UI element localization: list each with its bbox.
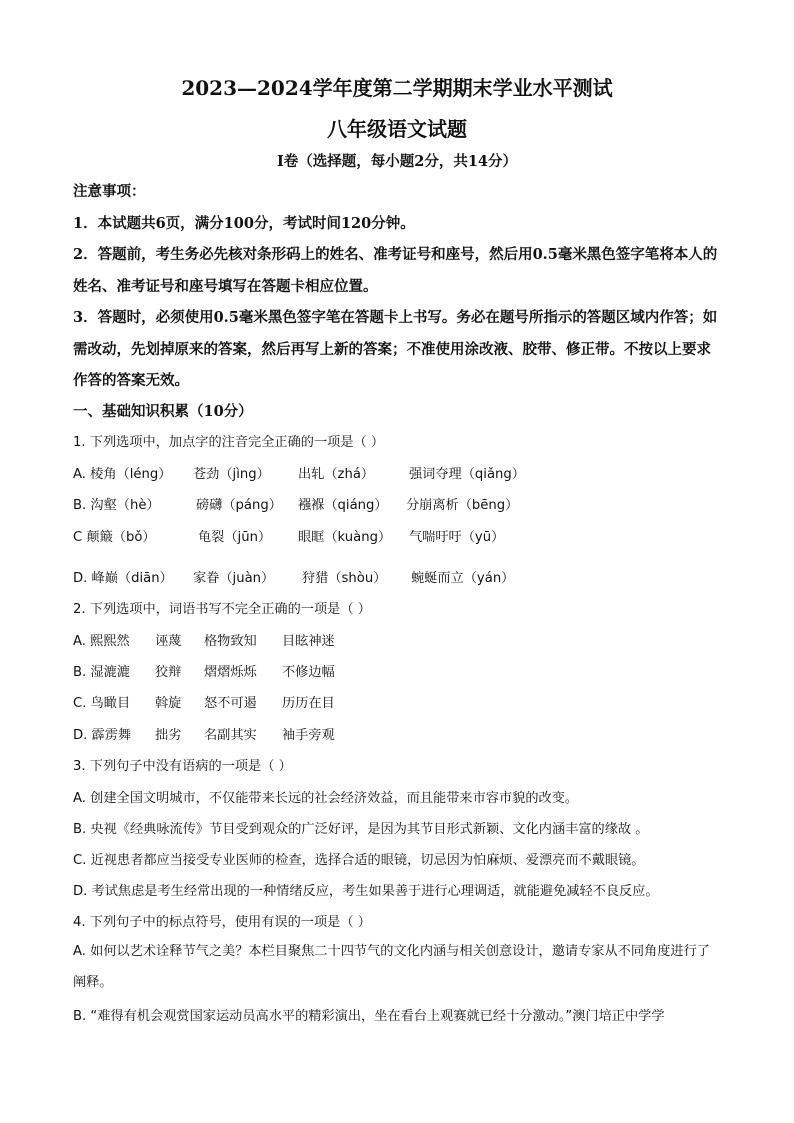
q2-option-b-2: 狡辩 <box>155 665 182 680</box>
q2-option-a-3: 格物致知 <box>204 634 257 649</box>
notice-block <box>73 176 723 397</box>
q2-option-c-1: C. 鸟瞰目 <box>73 696 131 711</box>
q1-stem: 1. 下列选项中，加点字的注音完全正确的一项是（ ） <box>73 435 385 450</box>
q4-option-b: B. “难得有机会观赏国家运动员高水平的精彩演出，坐在看台上观赛就已经十分激动。”澳门培正中学学 <box>73 1009 665 1024</box>
exam-title: 2023—2024学年度第二学期期末学业水平测试 <box>181 76 613 100</box>
q1-option-a-2: 苍劲（jìng） <box>193 467 270 482</box>
q1-option-b-1: B. 沟壑（hè） <box>73 498 160 513</box>
q1-option-a-4: 强词夺理（qiǎng） <box>409 467 525 482</box>
q2-option-d-3: 名副其实 <box>204 728 257 743</box>
q4-stem: 4. 下列句子中的标点符号，使用有误的一项是（ ） <box>73 915 371 930</box>
q1-option-b-2: 磅礴（páng） <box>196 498 282 513</box>
q1-option-d-4: 蜿蜒而立（yán） <box>411 571 515 586</box>
q2-option-d-1: D. 霹雳舞 <box>73 728 132 743</box>
q2-option-b-4: 不修边幅 <box>282 665 335 680</box>
q3-stem: 3. 下列句子中没有语病的一项是（ ） <box>73 759 292 774</box>
q4-option-a-text: A. 如何以艺术诠释节气之美？本栏目聚焦二十四节气的文化内涵与相关创意设计，邀请专家从不同角度进行了阐释。 <box>73 944 710 990</box>
q1-option-c-2: 龟裂（jūn） <box>198 530 272 545</box>
q1-option-c-3: 眼眶（kuàng） <box>298 530 392 545</box>
q1-option-a-1: A. 棱角（léng） <box>73 467 172 482</box>
q1-option-d-3: 狩猎（shòu） <box>302 571 387 586</box>
q1-option-d-2: 家眷（juàn） <box>193 571 275 586</box>
notice-item-3: 3．答题时，必须使用0.5毫米黑色签字笔在答题卡上书写。务必在题号所指示的答题区域内作答；如需改动，先划掉原来的答案，然后再写上新的答案；不准使用涂改液、胶带、修正带。不按以上要求作答的答案无效。 <box>73 309 718 389</box>
notice-heading: 注意事项： <box>73 183 146 200</box>
q1-option-a-3: 出轧（zhá） <box>298 467 375 482</box>
q2-option-a-2: 诬蔑 <box>155 634 182 649</box>
q1-option-c-4: 气喘吁吁（yū） <box>409 530 505 545</box>
q3-option-c: C. 近视患者都应当接受专业医师的检查，选择合适的眼镜，切忌因为怕麻烦、爱漂亮而不戴眼镜。 <box>73 853 645 868</box>
section-note: Ⅰ卷（选择题，每小题2分，共14分） <box>276 153 518 170</box>
q2-option-d-4: 袖手旁观 <box>282 728 335 743</box>
q3-option-b: B. 央视《经典咏流传》节目受到观众的广泛好评，是因为其节目形式新颖、文化内涵丰富的缘故 。 <box>73 822 649 837</box>
q2-option-a-4: 目眩神迷 <box>282 634 335 649</box>
q2-option-b-1: B. 湿漉漉 <box>73 665 130 680</box>
notice-item-2: 2．答题前，考生务必先核对条形码上的姓名、准考证号和座号，然后用0.5毫米黑色签字笔将本人的姓名、准考证号和座号填写在答题卡相应位置。 <box>73 246 718 295</box>
q2-option-d-2: 拙劣 <box>155 728 182 743</box>
part1-heading: 一、基础知识积累（10分） <box>73 403 253 420</box>
q2-option-a-1: A. 熙熙然 <box>73 634 130 649</box>
notice-item-1: 1．本试题共6页，满分100分，考试时间120分钟。 <box>73 214 415 232</box>
q2-option-c-4: 历历在目 <box>282 696 335 711</box>
q2-stem: 2. 下列选项中，词语书写不完全正确的一项是（ ） <box>73 602 371 617</box>
q1-option-d-1: D. 峰巅（diān） <box>73 571 173 586</box>
q2-option-b-3: 熠熠烁烁 <box>204 665 257 680</box>
q1-option-b-3: 襁褓（qiáng） <box>298 498 388 513</box>
q2-option-c-3: 怒不可遏 <box>204 696 257 711</box>
q4-option-a <box>73 936 723 998</box>
q3-option-a: A. 创建全国文明城市，不仅能带来长远的社会经济效益，而且能带来市容市貌的改变。 <box>73 791 579 806</box>
q1-option-b-4: 分崩离析（bēng） <box>406 498 519 513</box>
q1-option-c-1: C 颠簸（bǒ） <box>73 530 156 545</box>
q3-option-d: D. 考试焦虑是考生经常出现的一种情绪反应，考生如果善于进行心理调适，就能避免减轻不良反应。 <box>73 884 659 899</box>
q2-option-c-2: 斡旋 <box>155 696 182 711</box>
exam-subtitle: 八年级语文试题 <box>327 117 467 141</box>
